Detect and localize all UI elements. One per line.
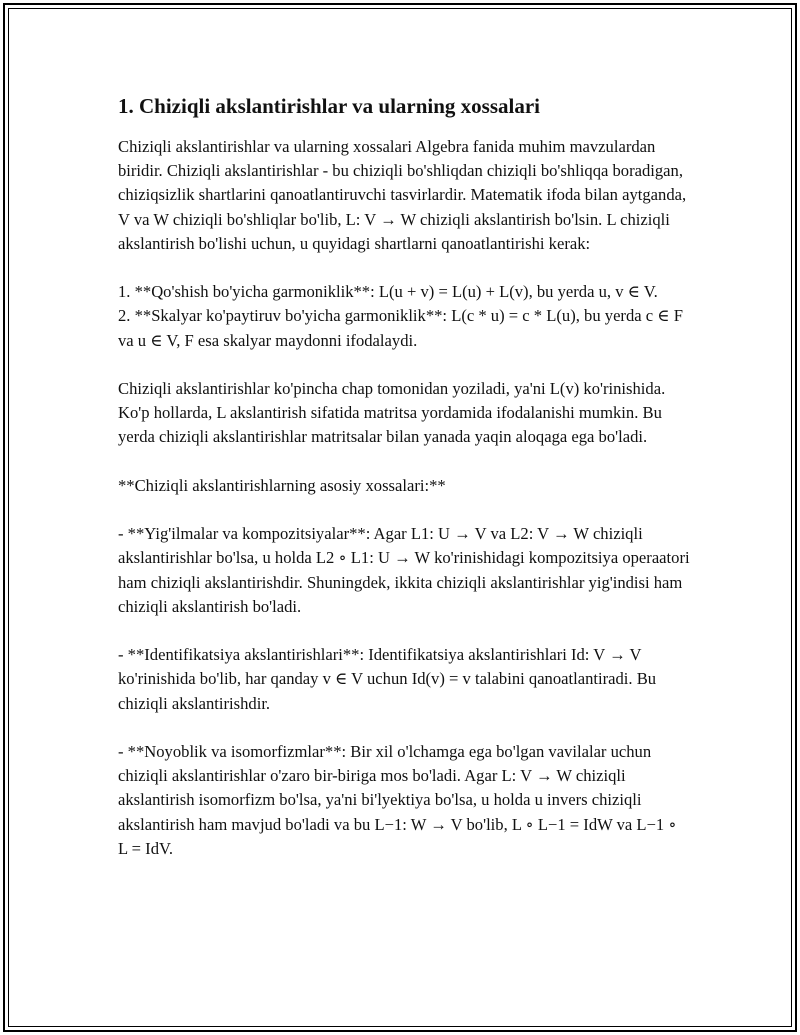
paragraph-gap xyxy=(118,353,690,377)
property-identity: - **Identifikatsiya akslantirishlari**: Identifikatsiya akslantirishlari Id: V → V ko'rinishida bo'lib, har qanday v ∈ V uchun Id(v) = v talabini qanoatlantiradi. Bu chiziqli akslantirishdir. xyxy=(118,645,661,713)
paragraph-gap xyxy=(118,498,690,522)
condition-homogeneity: 2. **Skalyar ko'paytiruv bo'yicha garmoniklik**: L(c * u) = c * L(u), bu yerda c ∈ F va u ∈ V, F esa skalyar maydonni ifodalaydi. xyxy=(118,306,688,350)
property-composition: - **Yig'ilmalar va kompozitsiyalar**: Agar L1: U → V va L2: V → W chiziqli akslantirishlar bo'lsa, u holda L2 ∘ L1: U → W ko'rinishidagi kompozitsiya operaatori ham chiziqli akslantirishdir. Shuningdek, ikkita chiziqli akslantirishlar yig'indisi ham chiziqli akslantirish bo'ladi. xyxy=(118,524,694,616)
document-body xyxy=(118,92,694,861)
document-title: 1. Chiziqli akslantirishlar va ularning xossalari xyxy=(118,94,541,118)
properties-heading: **Chiziqli akslantirishlarning asosiy xossalari:** xyxy=(118,475,446,495)
property-isomorphism: - **Noyoblik va isomorfizmlar**: Bir xil o'lchamga ega bo'lgan vavilalar uchun chiziqli akslantirishlar o'zaro bir-biriga mos bo'ladi. Agar L: V → W chiziqli akslantirish isomorfizm bo'lsa, ya'ni bi'lyektiya bo'lsa, u holda u invers chiziqli akslantirish ham mavjud bo'ladi va bu L−1: W → V bo'lib, L ∘ L−1 = IdW va L−1 ∘ L = IdV. xyxy=(118,741,681,858)
paragraph-gap xyxy=(118,619,690,643)
condition-additivity: 1. **Qo'shish bo'yicha garmoniklik**: L(u + v) = L(u) + L(v), bu yerda u, v ∈ V. xyxy=(118,282,658,302)
intro-paragraph: Chiziqli akslantirishlar va ularning xossalari Algebra fanida muhim mavzulardan biridir. Chiziqli akslantirishlar - bu chiziqli bo'shliqdan chiziqli bo'shliqqa boradigan, chiziqsizlik shartlarini qanoatlantiruvchi tasvirlardir. Matematik ifoda bilan aytganda, V va W chiziqli bo'shliqlar bo'lib, L: V → W chiziqli akslantirish bo'lsin. L chiziqli akslantirish bo'lishi uchun, u quyidagi shartlarni qanoatlantirishi kerak: xyxy=(118,137,691,253)
paragraph-gap xyxy=(118,256,690,280)
paragraph-gap xyxy=(118,716,690,740)
matrix-paragraph: Chiziqli akslantirishlar ko'pincha chap tomonidan yoziladi, ya'ni L(v) ko'rinishida. Ko'p hollarda, L akslantirish sifatida matritsa yordamida ifodalanishi mumkin. Bu yerda chiziqli akslantirishlar matritsalar bilan yanada yaqin aloqaga ega bo'ladi. xyxy=(118,379,670,447)
paragraph-gap xyxy=(118,450,690,474)
